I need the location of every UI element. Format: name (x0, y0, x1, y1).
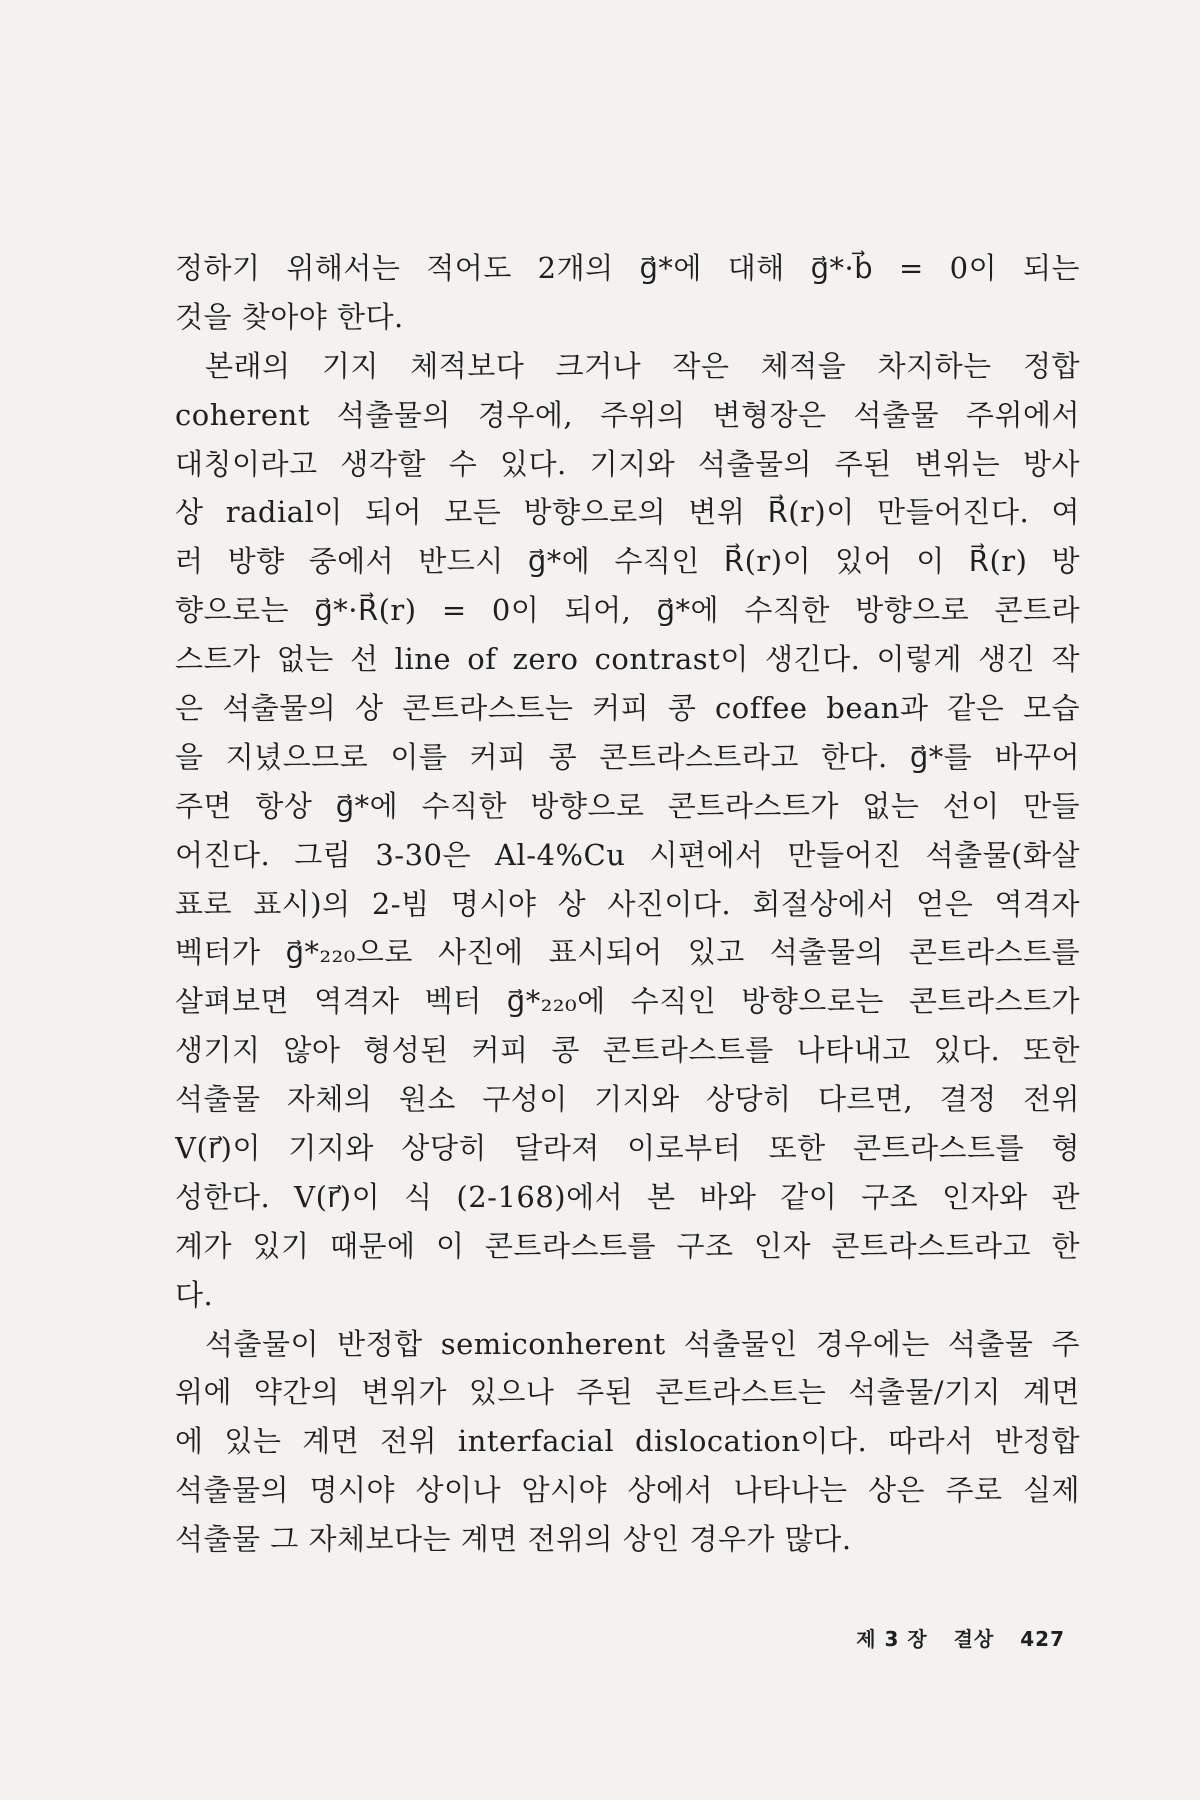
text-line: 벡터가 g⃗*₂₂₀으로 사진에 표시되어 있고 석출물의 콘트라스트를 (175, 935, 1080, 970)
text-line: 것을 찾아야 한다. (175, 299, 404, 334)
chapter-label: 제 3 장 (856, 1627, 928, 1651)
text-line: 석출물의 명시야 상이나 암시야 상에서 나타나는 상은 주로 실제 (175, 1473, 1080, 1508)
text-line: 계가 있기 때문에 이 콘트라스트를 구조 인자 콘트라스트라고 한 (175, 1228, 1080, 1263)
text-line: 석출물 그 자체보다는 계면 전위의 상인 경우가 많다. (175, 1522, 852, 1557)
text-line: 살펴보면 역격자 벡터 g⃗*₂₂₀에 수직인 방향으로는 콘트라스트가 (175, 984, 1080, 1019)
body-text (175, 244, 1080, 1564)
text-line: 에 있는 계면 전위 interfacial dislocation이다. 따라서 반정합 (175, 1424, 1080, 1459)
text-line: 석출물이 반정합 semiconherent 석출물인 경우에는 석출물 주 (205, 1326, 1080, 1361)
section-label: 결상 (953, 1627, 995, 1651)
text-line: 표로 표시)의 2-빔 명시야 상 사진이다. 회절상에서 얻은 역격자 (175, 886, 1080, 921)
text-line: V(r⃗)이 기지와 상당히 달라져 이로부터 또한 콘트라스트를 형 (175, 1131, 1080, 1166)
text-line: 생기지 않아 형성된 커피 콩 콘트라스트를 나타내고 있다. 또한 (175, 1033, 1080, 1068)
paragraph-3 (175, 1320, 1080, 1564)
text-line: 스트가 없는 선 line of zero contrast이 생긴다. 이렇게 생긴 작 (175, 642, 1080, 677)
text-line: 향으로는 g⃗*·R⃗(r) = 0이 되어, g⃗*에 수직한 방향으로 콘트라 (175, 593, 1080, 628)
text-line: 본래의 기지 체적보다 크거나 작은 체적을 차지하는 정합 (205, 348, 1080, 383)
text-line: 어진다. 그림 3-30은 Al-4%Cu 시편에서 만들어진 석출물(화살 (175, 837, 1080, 872)
text-line: 위에 약간의 변위가 있으나 주된 콘트라스트는 석출물/기지 계면 (175, 1375, 1080, 1410)
text-line: 을 지녔으므로 이를 커피 콩 콘트라스트라고 한다. g⃗*를 바꾸어 (175, 739, 1080, 774)
text-line: coherent 석출물의 경우에, 주위의 변형장은 석출물 주위에서 (175, 397, 1080, 432)
text-line: 석출물 자체의 원소 구성이 기지와 상당히 다르면, 결정 전위 (175, 1082, 1080, 1117)
text-line: 정하기 위해서는 적어도 2개의 g⃗*에 대해 g⃗*·b⃗ = 0이 되는 (175, 251, 1080, 285)
text-line: 다. (175, 1277, 214, 1312)
text-line: 대칭이라고 생각할 수 있다. 기지와 석출물의 주된 변위는 방사 (175, 446, 1080, 481)
text-line: 성한다. V(r⃗)이 식 (2-168)에서 본 바와 같이 구조 인자와 관 (175, 1179, 1080, 1214)
paragraph-2 (175, 342, 1080, 1320)
text-line: 은 석출물의 상 콘트라스트는 커피 콩 coffee bean과 같은 모습 (175, 691, 1080, 726)
text-line: 주면 항상 g⃗*에 수직한 방향으로 콘트라스트가 없는 선이 만들 (175, 788, 1080, 823)
page-footer (856, 1623, 1065, 1652)
text-line: 상 radial이 되어 모든 방향으로의 변위 R⃗(r)이 만들어진다. 여 (175, 495, 1080, 530)
text-line: 러 방향 중에서 반드시 g⃗*에 수직인 R⃗(r)이 있어 이 R⃗(r) 방 (175, 544, 1080, 579)
page-number: 427 (1020, 1627, 1065, 1651)
paragraph-1 (175, 244, 1080, 342)
